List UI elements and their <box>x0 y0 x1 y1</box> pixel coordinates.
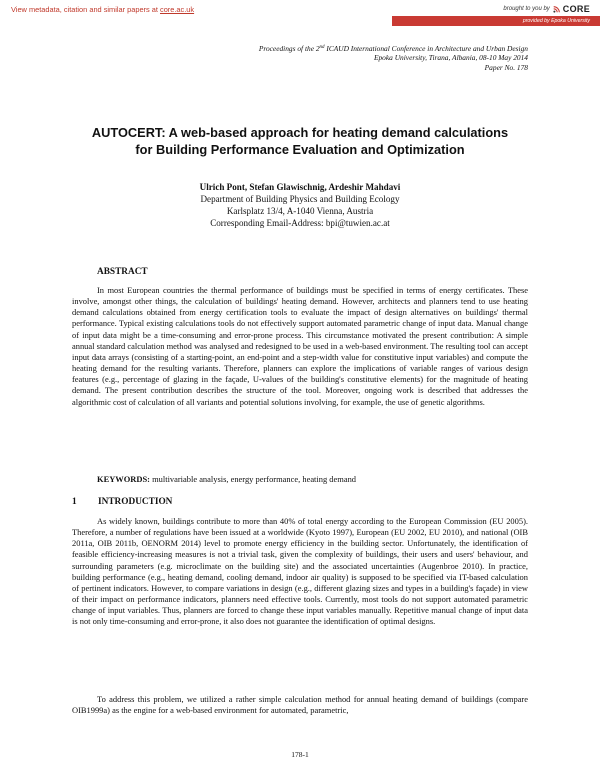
author-address: Karlsplatz 13/4, A-1040 Vienna, Austria <box>226 206 374 216</box>
abstract-text: In most European countries the thermal performance of buildings must be specified in terms of energy certificates. These involve, amongst other things, the calculation of buildings' heating demand. However, architects and planners tend to use heating demand calculations obtained from energy certification tools to evaluate the impact of design alternatives on buildings' thermal performance. Typical existing calculations tools do not effectively support automated parametric change of input data. Manual change of input data might be a time-consuming and error-prone process. This circumstance motivated the present contribution: A simple annual standard calculation method was analysed and redesigned to be used in a web-based environment. The resulting tool can accept input data arrays (consisting of a starting-point, an end-point and a step-width value for constitutive input variables) and compute the heating demand for the resulting variants. Therefore, planners can explore the implications of variable ranges of various design features (e.g., percentage of glazing in the façade, U-values of the building's constitutive elements) for the magnitude of heating demand. The present contribution describes the structure of the tool. Moreover, ongoing work is described that addresses the algorithmic cost of calculation of all variants and potential solutions involving, for example, the use of genetic algorithms. <box>72 285 528 407</box>
author-department: Department of Building Physics and Building Ecology <box>200 194 400 204</box>
author-names: Ulrich Pont, Stefan Glawischnig, Ardeshir Mahdavi <box>199 182 401 192</box>
author-block <box>72 181 528 229</box>
proceedings-line3: Paper No. 178 <box>484 62 528 72</box>
title-line2: for Building Performance Evaluation and Optimization <box>135 142 465 157</box>
core-logo-icon <box>553 6 560 13</box>
keywords-text: multivariable analysis, energy performance, heating demand <box>149 474 357 484</box>
core-logo-text: CORE <box>562 4 590 14</box>
section-title: INTRODUCTION <box>98 497 173 507</box>
core-metadata-link[interactable] <box>11 5 194 14</box>
introduction-heading <box>72 497 172 507</box>
core-site-link[interactable]: core.ac.uk <box>160 5 195 14</box>
abstract-heading: ABSTRACT <box>97 267 148 277</box>
introduction-paragraph-1: As widely known, buildings contribute to more than 40% of total energy according to the European Commission (EU 2005). Therefore, a number of regulations have been issued at a worldwide (Kyoto 1997), European (EU 2002, EU 2010), and national (OIB 2011a, OIB 2011b, OENORM 2014) level to promote energy efficiency in the building sector. Unfortunately, the identification of feasible efficiency-increasing measures is not a trivial task, given the complexity of buildings, their users and users' behaviour, and surrounding parameters (e.g. microclimate on the building site) and the associated uncertainties (Augenbroe 2010). In practice, building performance (e.g., heating demand, cooling demand, indoor air quality) is supposed to be specified via IT-based calculation of pertinent indicators. However, to compare variations in design (e.g., different glazing sizes and types in a building's façade) in view of their impact on performance indicators, planners need effective tools. Currently, most tools do not support automated parametric change of input variables. Thus, planners are forced to change these input variables manually. Repetitive manual change of input data is not only time-consuming and error-prone, it also does not guarantee the identification of optimal designs. <box>72 516 528 627</box>
page-number: 178-1 <box>291 750 309 759</box>
keywords-line <box>97 474 356 484</box>
introduction-paragraph-2: To address this problem, we utilized a rather simple calculation method for annual heating demand of buildings (compare OIB1999a) as the engine for a web-based environment for automated, parametric, <box>72 694 528 716</box>
core-link-prefix: View metadata, citation and similar papers at <box>11 5 160 14</box>
provided-by-bar[interactable] <box>392 16 600 26</box>
proceedings-line2: Epoka University, Tirana, Albania, 08-10 May 2014 <box>373 53 528 63</box>
title-line1: AUTOCERT: A web-based approach for heating demand calculations <box>91 125 509 140</box>
keywords-label: KEYWORDS: <box>97 474 150 484</box>
section-number: 1 <box>72 497 77 507</box>
provided-by-text: provided by Epoka University <box>522 18 590 24</box>
core-brand[interactable] <box>503 4 590 14</box>
brought-to-you-text: brought to you by <box>503 6 550 12</box>
proceedings-header <box>259 44 528 72</box>
paper-title <box>72 124 528 158</box>
proceedings-line1: Proceedings of the 2nd ICAUD International Conference in Architecture and Urban Design <box>258 44 528 53</box>
author-email: Corresponding Email-Address: bpi@tuwien.ac.at <box>210 218 390 228</box>
